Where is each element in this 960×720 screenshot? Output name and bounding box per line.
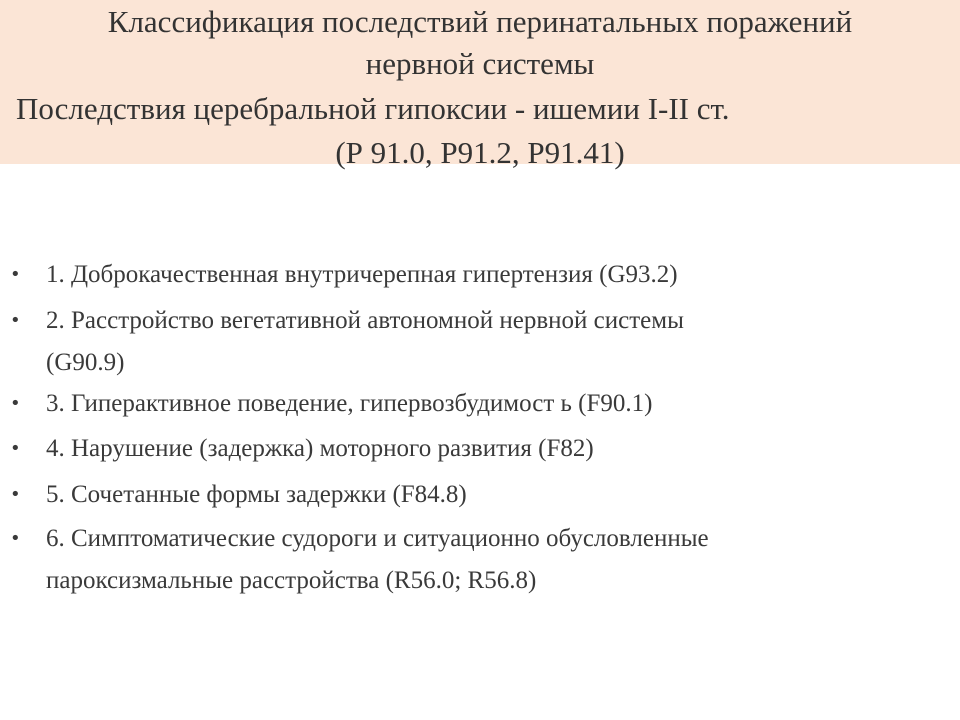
- bullet-icon: •: [10, 484, 21, 505]
- list-item-2-line-1: 2. Расстройство вегетативной автономной нервной системы: [46, 307, 684, 334]
- bullet-icon: •: [10, 438, 21, 459]
- slide-title-line-2: нервной системы: [365, 46, 595, 81]
- bullet-icon: •: [10, 393, 21, 414]
- list-item-4-line-1: 4. Нарушение (задержка) моторного развития (F82): [46, 435, 594, 462]
- slide-title-line-1: Классификация последствий перинатальных поражений: [107, 4, 853, 39]
- list-item-6-line-2: пароксизмальные расстройства (R56.0; R56.8): [46, 567, 537, 594]
- list-item-5-line-1: 5. Сочетанные формы задержки (F84.8): [46, 481, 467, 508]
- list-item-6-line-1: 6. Симптоматические судороги и ситуационно обусловленные: [46, 525, 709, 552]
- bullet-icon: •: [10, 310, 21, 331]
- slide-subtitle-line-2: (Р 91.0, Р91.2, Р91.41): [335, 135, 625, 170]
- slide-subtitle-line-1: Последствия церебральной гипоксии - ишемии I-II ст.: [16, 91, 730, 126]
- list-item-1-line-1: 1. Доброкачественная внутричерепная гипертензия (G93.2): [46, 261, 678, 288]
- list-item-3-line-1: 3. Гиперактивное поведение, гипервозбудимост ь (F90.1): [46, 390, 653, 417]
- bullet-icon: •: [10, 528, 21, 549]
- list-item-2-line-2: (G90.9): [46, 349, 125, 376]
- bullet-icon: •: [10, 264, 21, 285]
